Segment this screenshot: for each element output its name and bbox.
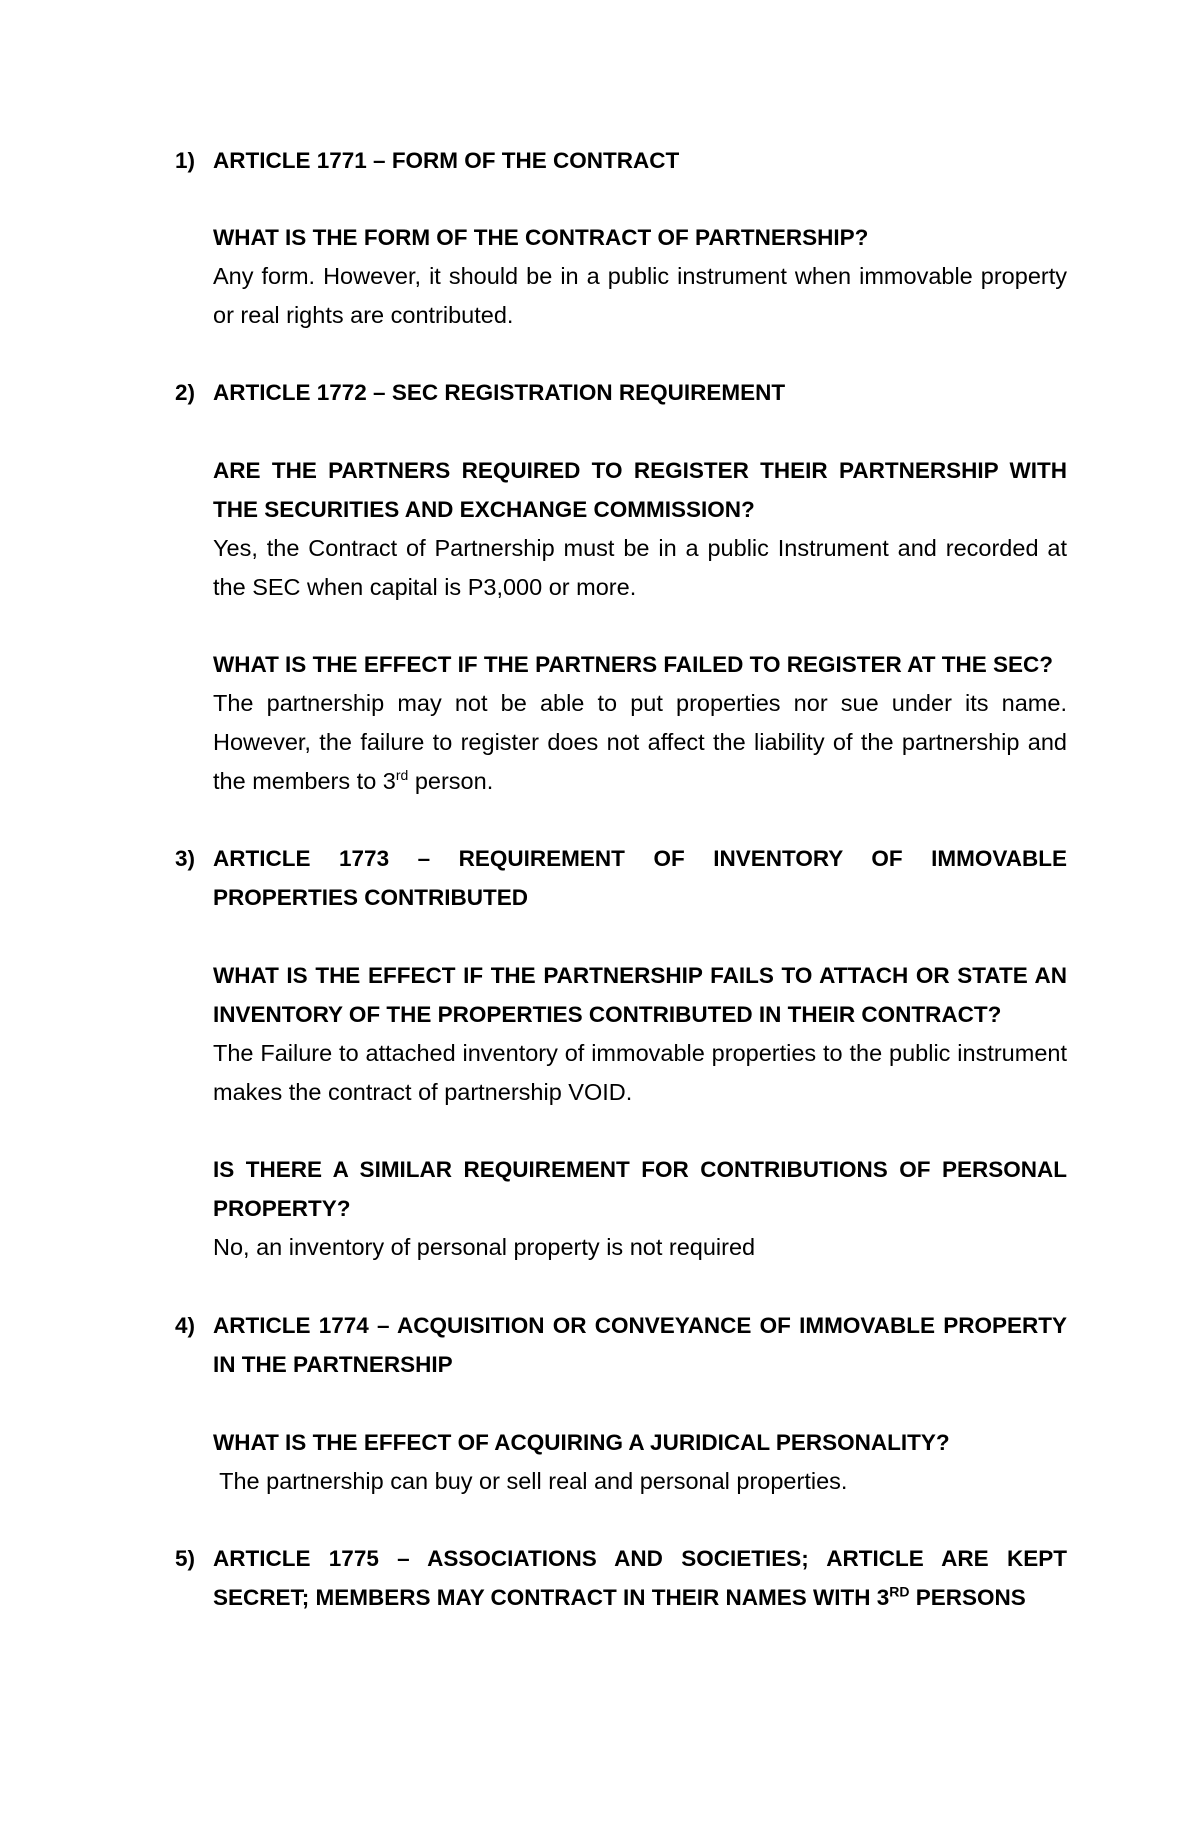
article-heading: ARTICLE 1772 – SEC REGISTRATION REQUIREMENT (213, 380, 786, 405)
question-heading: WHAT IS THE EFFECT IF THE PARTNERS FAILED TO REGISTER AT THE SEC? (213, 652, 1054, 677)
article-number: 1) (175, 148, 196, 173)
answer-tail-text: person. (408, 768, 494, 794)
article-heading-tail: PERSONS (909, 1585, 1026, 1610)
answer-text: Any form. However, it should be in a public instrument when immovable property or real rights are contributed. (213, 263, 1067, 328)
answer-text: No, an inventory of personal property is not required (213, 1234, 756, 1260)
question-heading: IS THERE A SIMILAR REQUIREMENT FOR CONTRIBUTIONS OF PERSONAL PROPERTY? (213, 1157, 1067, 1221)
article-heading-line-1: ARTICLE 1773 – REQUIREMENT OF INVENTORY OF IMMOVABLE (213, 846, 1067, 871)
article-number: 4) (175, 1313, 196, 1338)
article-heading: ARTICLE 1771 – FORM OF THE CONTRACT (213, 148, 680, 173)
ordinal-suffix: RD (889, 1583, 910, 1600)
article-heading: ARTICLE 1774 – ACQUISITION OR CONVEYANCE OF IMMOVABLE PROPERTY IN THE PARTNERSHIP (213, 1313, 1067, 1377)
answer-text: Yes, the Contract of Partnership must be in a public Instrument and recorded at the SEC when capital is P3,000 or more. (213, 535, 1067, 600)
article-number: 3) (175, 846, 196, 871)
question-heading: ARE THE PARTNERS REQUIRED TO REGISTER THEIR PARTNERSHIP WITH THE SECURITIES AND EXCHANGE COMMISSION? (213, 458, 1067, 522)
answer-text: The partnership can buy or sell real and personal properties. (213, 1468, 848, 1494)
answer-text: The Failure to attached inventory of immovable properties to the public instrument makes the contract of partnership VOID. (213, 1040, 1067, 1105)
ordinal-suffix: rd (395, 767, 409, 784)
article-number: 2) (175, 380, 196, 405)
article-heading-line-2: PROPERTIES CONTRIBUTED (213, 885, 529, 910)
article-heading-main: ARTICLE 1775 – ASSOCIATIONS AND SOCIETIES; ARTICLE ARE KEPT SECRET; MEMBERS MAY CONTRACT IN THEIR NAMES WITH 3 (213, 1546, 1067, 1610)
question-heading: WHAT IS THE EFFECT OF ACQUIRING A JURIDICAL PERSONALITY? (213, 1430, 950, 1455)
question-heading: WHAT IS THE EFFECT IF THE PARTNERSHIP FAILS TO ATTACH OR STATE AN INVENTORY OF THE PROPERTIES CONTRIBUTED IN THEIR CONTRACT? (213, 963, 1067, 1027)
answer-text (213, 684, 1067, 801)
question-heading: WHAT IS THE FORM OF THE CONTRACT OF PARTNERSHIP? (213, 225, 869, 250)
article-number: 5) (175, 1546, 196, 1571)
answer-main-text: The partnership may not be able to put properties nor sue under its name. However, the failure to register does not affect the liability of the partnership and the members to 3 (213, 690, 1067, 794)
article-heading (213, 1539, 1067, 1617)
